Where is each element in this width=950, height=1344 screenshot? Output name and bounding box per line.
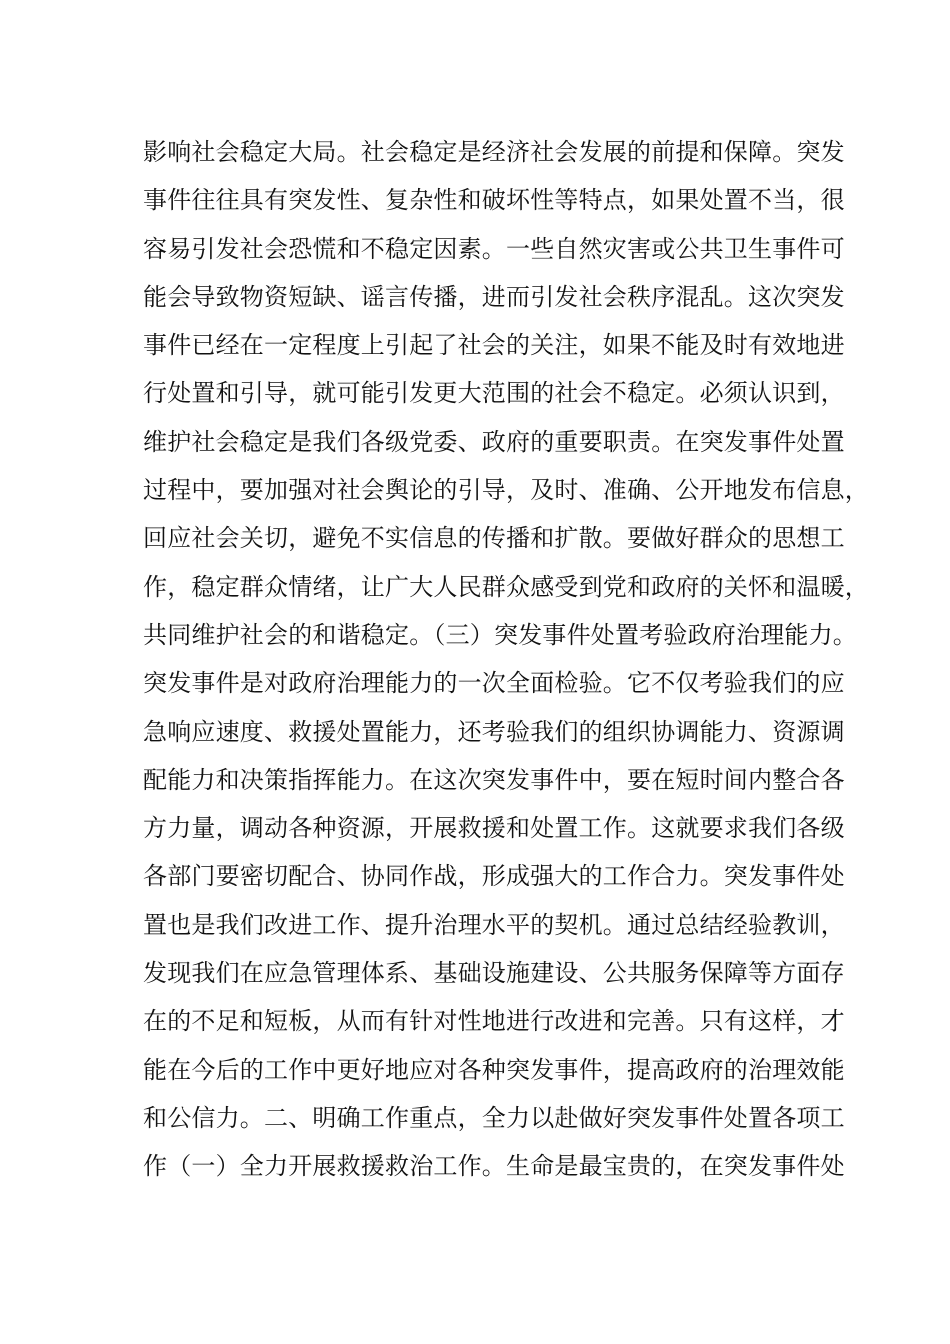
text-line: 影响社会稳定大局。社会稳定是经济社会发展的前提和保障。突发 (143, 138, 845, 166)
text-line: 配能力和决策指挥能力。在这次突发事件中，要在短时间内整合各 (143, 765, 845, 794)
text-line: 作，稳定群众情绪，让广大人民群众感受到党和政府的关怀和温暖， (143, 572, 869, 601)
text-line: 行处置和引导，就可能引发更大范围的社会不稳定。必须认识到， (143, 379, 845, 408)
text-line: 各部门要密切配合、协同作战，形成强大的工作合力。突发事件处 (143, 862, 845, 891)
text-line: 能会导致物资短缺、谣言传播，进而引发社会秩序混乱。这次突发 (143, 282, 845, 311)
text-line: 突发事件是对政府治理能力的一次全面检验。它不仅考验我们的应 (143, 669, 845, 698)
text-line: 方力量，调动各种资源，开展救援和处置工作。这就要求我们各级 (143, 814, 845, 843)
text-line: 急响应速度、救援处置能力，还考验我们的组织协调能力、资源调 (143, 717, 845, 746)
text-line: 在的不足和短板，从而有针对性地进行改进和完善。只有这样，才 (143, 1007, 845, 1036)
body-text (143, 128, 869, 1191)
text-line: 回应社会关切，避免不实信息的传播和扩散。要做好群众的思想工 (143, 524, 845, 553)
text-line: 和公信力。二、明确工作重点，全力以赴做好突发事件处置各项工 (143, 1103, 845, 1132)
text-line: 发现我们在应急管理体系、基础设施建设、公共服务保障等方面存 (143, 959, 845, 988)
text-line: 事件已经在一定程度上引起了社会的关注，如果不能及时有效地进 (143, 331, 845, 360)
text-line: 事件往往具有突发性、复杂性和破坏性等特点，如果处置不当，很 (143, 186, 845, 215)
text-line: 过程中，要加强对社会舆论的引导，及时、准确、公开地发布信息， (143, 476, 869, 505)
text-line: 作（一）全力开展救援救治工作。生命是最宝贵的，在突发事件处 (143, 1152, 845, 1181)
text-line: 维护社会稳定是我们各级党委、政府的重要职责。在突发事件处置 (143, 427, 845, 456)
text-line: 能在今后的工作中更好地应对各种突发事件，提高政府的治理效能 (143, 1055, 845, 1084)
text-line: 置也是我们改进工作、提升治理水平的契机。通过总结经验教训， (143, 910, 845, 939)
text-line: 容易引发社会恐慌和不稳定因素。一些自然灾害或公共卫生事件可 (143, 234, 845, 263)
text-line: 共同维护社会的和谐稳定。（三）突发事件处置考验政府治理能力。 (143, 620, 857, 649)
